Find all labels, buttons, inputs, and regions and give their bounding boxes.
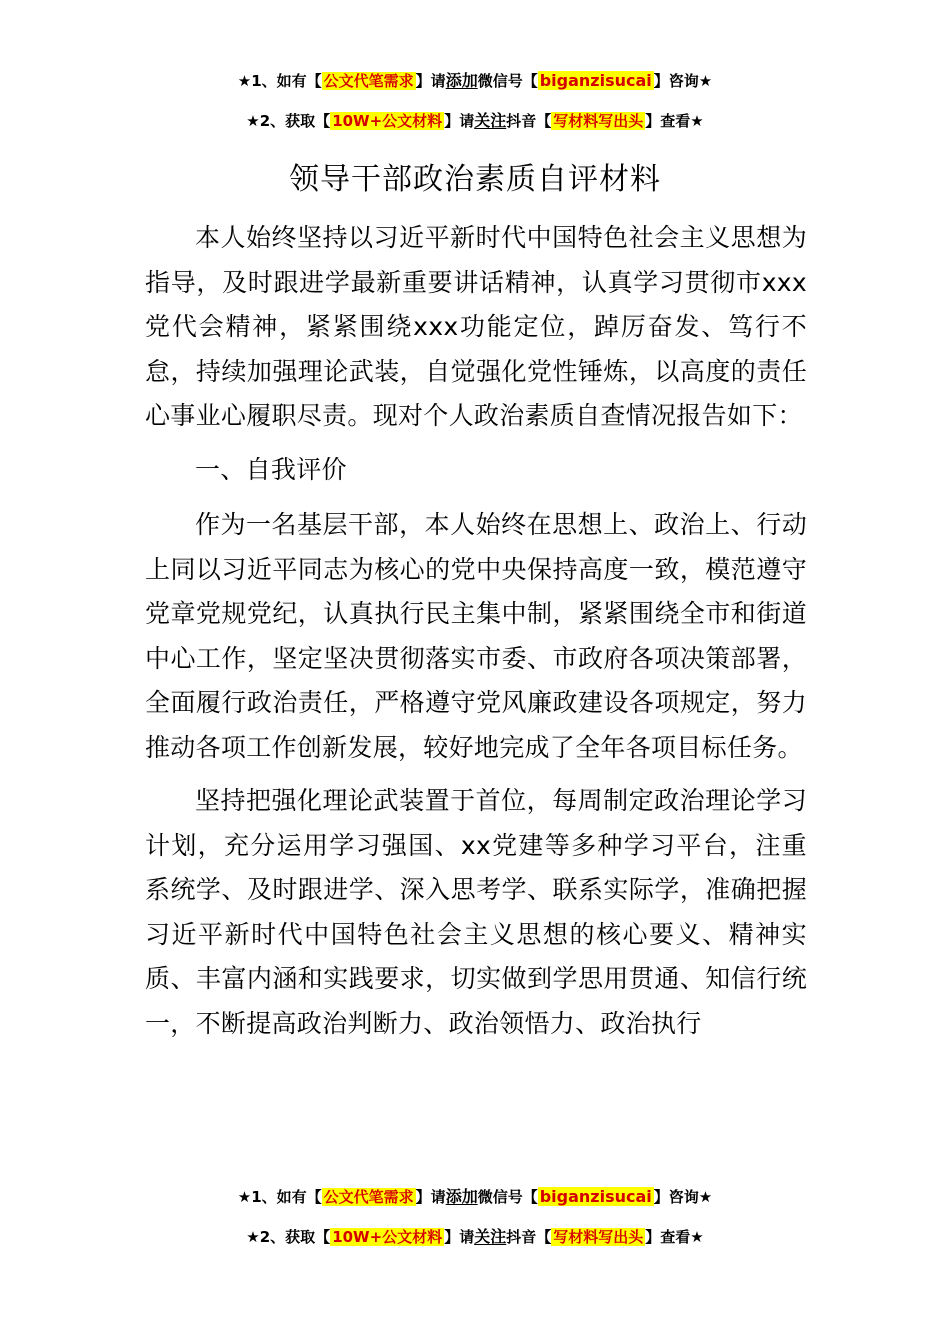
banner-highlight: 10W+公文材料 <box>332 1228 443 1246</box>
banner-highlight-douyin-id: 写材料写出头 <box>553 1228 644 1246</box>
banner-highlight-wechat-id: biganzisucai <box>539 71 652 90</box>
top-banner-line-1 <box>0 70 950 92</box>
banner-text: 】查看★ <box>645 112 704 130</box>
banner-text: 】请 <box>415 72 446 90</box>
banner-text: 】请 <box>415 1188 446 1206</box>
paragraph-intro: 本人始终坚持以习近平新时代中国特色社会主义思想为指导，及时跟进学最新重要讲话精神，认真学习贯彻市xxx党代会精神，紧紧围绕xxx功能定位，踔厉奋发、笃行不怠，持续加强理论武装，自觉强化党性锤炼，以高度的责任心事业心履职尽责。现对个人政治素质自查情况报告如下： <box>145 223 807 430</box>
banner-text: ★2、获取【 <box>246 1228 331 1246</box>
document-body <box>145 216 807 1055</box>
paragraph: 作为一名基层干部，本人始终在思想上、政治上、行动上同以习近平同志为核心的党中央保持高度一致，模范遵守党章党规党纪，认真执行民主集中制，紧紧围绕全市和街道中心工作，坚定坚决贯彻落实市委、市政府各项决策部署，全面履行政治责任，严格遵守党风廉政建设各项规定，努力推动各项工作创新发展，较好地完成了全年各项目标任务。 <box>145 510 807 762</box>
banner-text: 抖音【 <box>506 1228 552 1246</box>
banner-underlined-text: 关注 <box>474 111 507 130</box>
banner-highlight: 公文代笔需求 <box>323 1188 414 1206</box>
document-title: 领导干部政治素质自评材料 <box>289 162 661 197</box>
banner-text: 】咨询★ <box>653 1188 713 1206</box>
banner-text: ★2、获取【 <box>246 112 331 130</box>
banner-text: 】咨询★ <box>653 72 713 90</box>
banner-text: 微信号【 <box>477 1188 538 1206</box>
banner-text: 】请 <box>444 1228 475 1246</box>
banner-highlight-wechat-id: biganzisucai <box>539 1187 652 1206</box>
bottom-banner-line-1 <box>0 1186 950 1208</box>
banner-underlined-text: 关注 <box>474 1227 507 1246</box>
banner-text: 抖音【 <box>506 112 552 130</box>
banner-underlined-text: 添加 <box>445 1187 478 1206</box>
banner-text: ★1、如有【 <box>237 72 322 90</box>
banner-text: 微信号【 <box>477 72 538 90</box>
banner-highlight-douyin-id: 写材料写出头 <box>553 112 644 130</box>
banner-text: ★1、如有【 <box>237 1188 322 1206</box>
section-heading: 一、自我评价 <box>195 454 347 484</box>
banner-highlight: 10W+公文材料 <box>332 112 443 130</box>
banner-highlight: 公文代笔需求 <box>323 72 414 90</box>
top-banner-line-2 <box>0 110 950 132</box>
banner-text: 】请 <box>444 112 475 130</box>
paragraph: 坚持把强化理论武装置于首位，每周制定政治理论学习计划，充分运用学习强国、xx党建等多种学习平台，注重系统学、及时跟进学、深入思考学、联系实际学，准确把握习近平新时代中国特色社会主义思想的核心要义、精神实质、丰富内涵和实践要求，切实做到学思用贯通、知信行统一，不断提高政治判断力、政治领悟力、政治执行 <box>145 786 807 1038</box>
banner-text: 】查看★ <box>645 1228 704 1246</box>
bottom-banner-line-2 <box>0 1226 950 1248</box>
banner-underlined-text: 添加 <box>445 71 478 90</box>
